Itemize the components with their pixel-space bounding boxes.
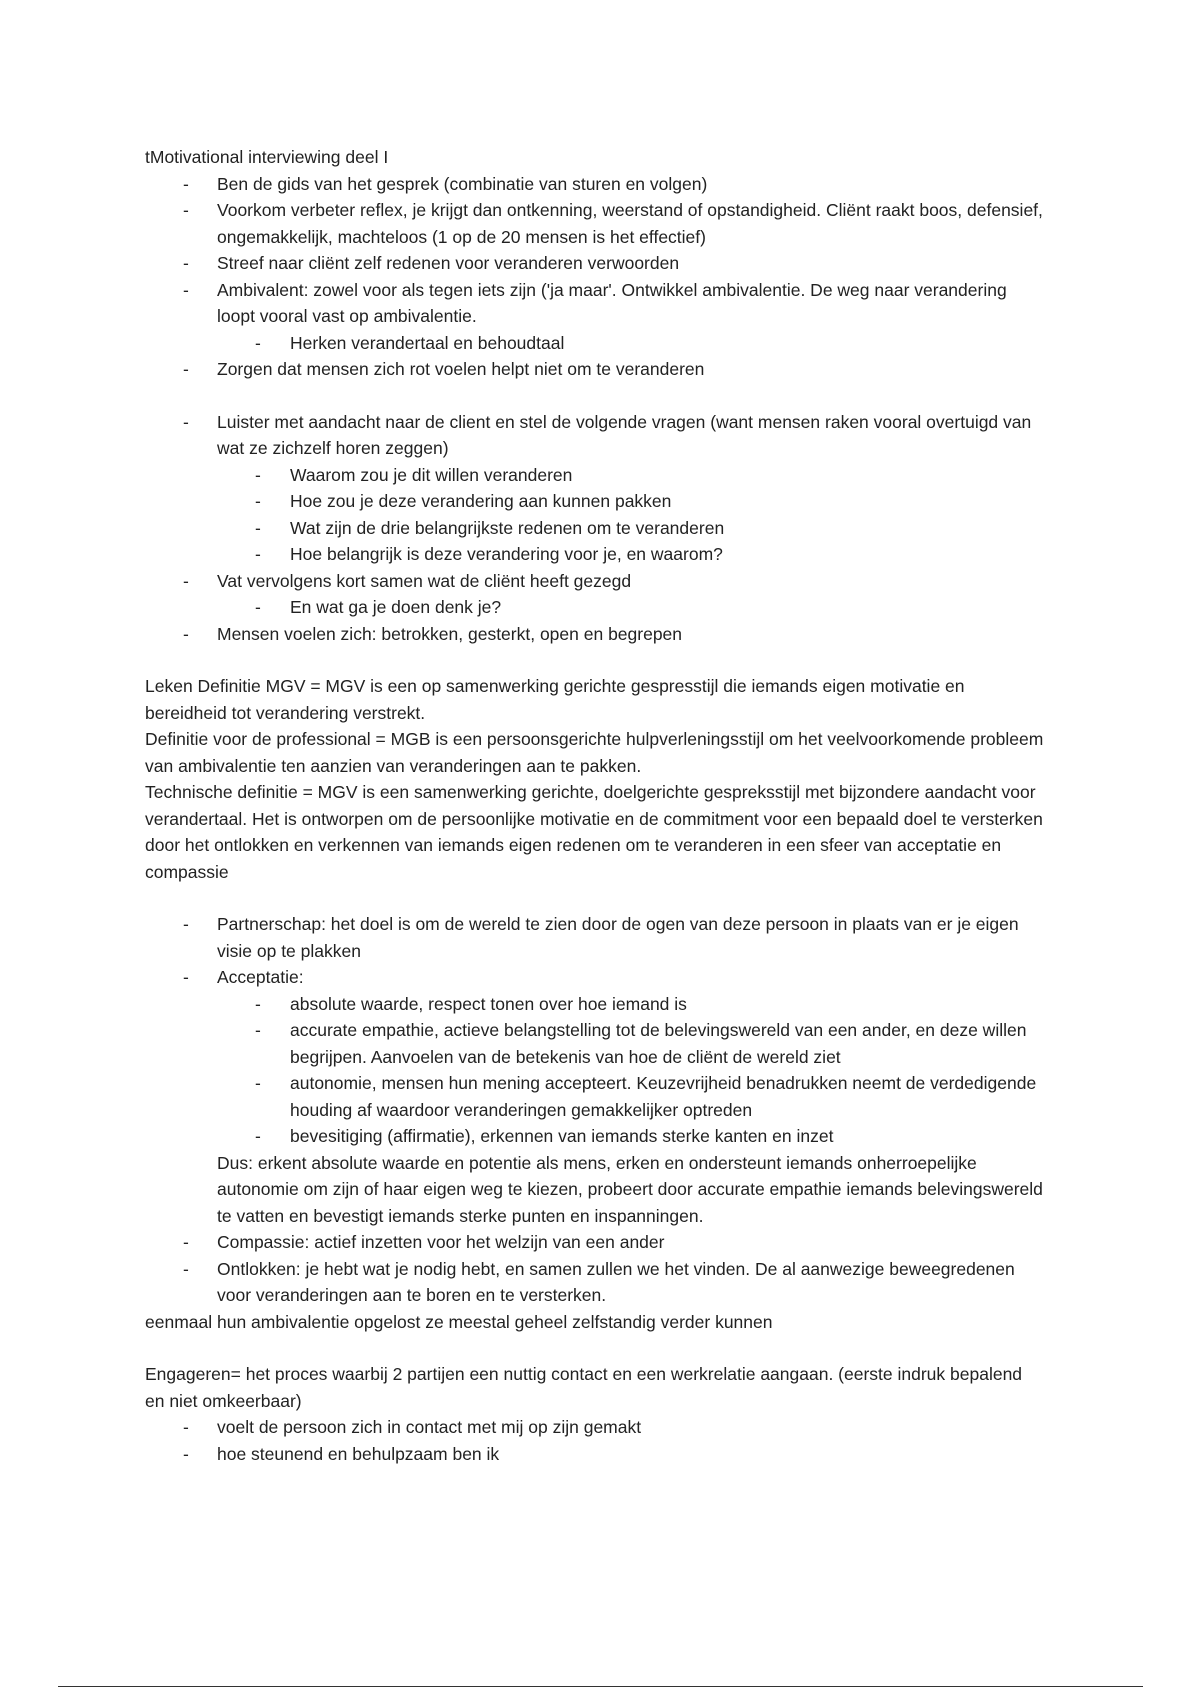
sub-list — [217, 594, 1045, 621]
bullet-list-questions — [145, 409, 1045, 648]
list-item: - voelt de persoon zich in contact met mij op zijn gemakt — [183, 1417, 642, 1437]
list-item: - Vat vervolgens kort samen wat de cliënt heeft gezegd - En wat ga je doen denk je? — [145, 568, 1045, 621]
definition-professional: Definitie voor de professional = MGB is een persoonsgerichte hulpverleningsstijl om het veelvoorkomende probleem van ambivalentie ten aanzien van veranderingen aan te pakken. — [145, 729, 1044, 776]
sub-list-item: - Herken verandertaal en behoudtaal — [255, 332, 565, 353]
list-item: - Mensen voelen zich: betrokken, gesterkt, open en begrepen — [183, 623, 683, 644]
document-title: tMotivational interviewing deel I — [145, 147, 389, 167]
sub-list-item: - bevesitiging (affirmatie), erkennen van iemands sterke kanten en inzet — [255, 1126, 834, 1146]
sub-list — [217, 330, 1045, 357]
list-item: - Compassie: actief inzetten voor het welzijn van een ander — [183, 1232, 665, 1252]
sub-list-item: - Hoe zou je deze verandering aan kunnen pakken — [255, 491, 672, 511]
list-item: - Ontlokken: je hebt wat je nodig hebt, en samen zullen we het vinden. De al aanwezige beweegredenen voor veranderingen aan te boren en te versterken. — [183, 1258, 1015, 1305]
document-body — [145, 144, 1045, 1467]
list-item: - Acceptatie: - absolute waarde, respect tonen over hoe iemand is - accurate empathie, actieve belangstelling tot de belevingswereld van een ander, en deze willen begrijpen. Aanvoelen van de betekenis van hoe de cliënt de wereld ziet - autonomie, mensen hun mening accepteert. Keuzevrijheid benadrukken neemt de verdedigende houding af waardoor veranderingen gemakkelijker optreden - bevesitiging (affirmatie), erkennen van iemands sterke kanten en inzet Dus: erkent absolute waarde en potentie als mens, erken en ondersteunt iemands onherroepelijke autonomie om zijn of haar eigen weg te kiezen, probeert door accurate empathie iemands belevingswereld te vatten en bevestigt iemands sterke punten en inspanningen. — [145, 964, 1045, 1229]
engagement-definition: Engageren= het proces waarbij 2 partijen een nuttig contact en een werkrelatie aangaan. (eerste indruk bepalend en niet omkeerbaar) — [145, 1364, 1023, 1411]
definition-technical: Technische definitie = MGV is een samenwerking gerichte, doelgerichte gespreksstijl met bijzondere aandacht voor verandertaal. Het is ontworpen om de persoonlijke motivatie en de commitment voor een bepaald doel te versterken door het ontlokken en verkennen van iemands eigen redenen om te veranderen in een sfeer van acceptatie en compassie — [145, 782, 1043, 882]
bullet-list-spirit — [145, 911, 1045, 1309]
list-item: - Luister met aandacht naar de client en stel de volgende vragen (want mensen raken vooral overtuigd van wat ze zichzelf horen zeggen) - Waarom zou je dit willen veranderen - Hoe zou je deze verandering aan kunnen pakken - Wat zijn de drie belangrijkste redenen om te veranderen - Hoe belangrijk is deze verandering voor je, en waarom? — [145, 409, 1045, 568]
sub-list — [217, 462, 1045, 568]
footer-rule — [58, 1686, 1143, 1687]
sub-list-item: - accurate empathie, actieve belangstelling tot de belevingswereld van een ander, en deze willen begrijpen. Aanvoelen van de betekenis van hoe de cliënt de wereld ziet — [255, 1020, 1027, 1067]
sub-list-item: - En wat ga je doen denk je? — [255, 597, 502, 617]
list-item: - Partnerschap: het doel is om de wereld te zien door de ogen van deze persoon in plaats van er je eigen visie op te plakken — [183, 914, 1019, 961]
definition-lay: Leken Definitie MGV = MGV is een op samenwerking gerichte gespresstijl die iemands eigen motivatie en bereidheid tot verandering verstrekt. — [145, 676, 965, 723]
acceptance-summary: Dus: erkent absolute waarde en potentie als mens, erken en ondersteunt iemands onherroepelijke autonomie om zijn of haar eigen weg te kiezen, probeert door accurate empathie iemands belevingswereld te vatten en bevestigt iemands sterke punten en inspanningen. — [217, 1152, 1043, 1226]
sub-list-item: - Wat zijn de drie belangrijkste redenen om te veranderen — [255, 517, 725, 538]
list-item: - Zorgen dat mensen zich rot voelen helpt niet om te veranderen — [183, 359, 705, 379]
list-item: - Voorkom verbeter reflex, je krijgt dan ontkenning, weerstand of opstandigheid. Cliënt raakt boos, defensief, ongemakkelijk, machteloos (1 op de 20 mensen is het effectief) — [183, 200, 1043, 247]
bullet-list-engagement — [145, 1414, 1045, 1467]
list-item: - Ben de gids van het gesprek (combinatie van sturen en volgen) — [183, 173, 708, 194]
sub-list — [217, 991, 1045, 1150]
sub-list-item: - autonomie, mensen hun mening accepteert. Keuzevrijheid benadrukken neemt de verdedigende houding af waardoor veranderingen gemakkelijker optreden — [255, 1073, 1037, 1120]
list-item: - Ambivalent: zowel voor als tegen iets zijn ('ja maar'. Ontwikkel ambivalentie. De weg naar verandering loopt vooral vast op ambivalentie. - Herken verandertaal en behoudtaal — [145, 277, 1045, 357]
list-item: - hoe steunend en behulpzaam ben ik — [183, 1443, 500, 1464]
list-item: - Streef naar cliënt zelf redenen voor veranderen verwoorden — [183, 253, 680, 273]
bullet-list-basics — [145, 171, 1045, 383]
sub-list-item: - Waarom zou je dit willen veranderen — [255, 464, 573, 485]
closing-line: eenmaal hun ambivalentie opgelost ze meestal geheel zelfstandig verder kunnen — [145, 1311, 773, 1332]
sub-list-item: - Hoe belangrijk is deze verandering voor je, en waarom? — [255, 544, 723, 564]
sub-list-item: - absolute waarde, respect tonen over hoe iemand is — [255, 993, 687, 1014]
